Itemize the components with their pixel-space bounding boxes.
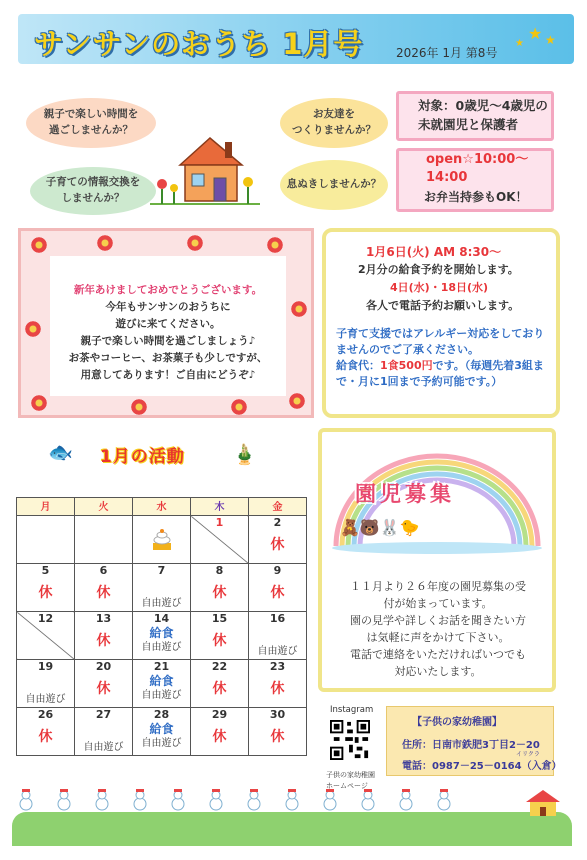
calendar-cell: [17, 564, 75, 612]
kagami-mochi-icon: [150, 528, 174, 552]
new-year-message: [50, 282, 286, 384]
calendar-cell: [249, 612, 307, 660]
bubble-take-break: 息ぬきしませんか？: [280, 160, 388, 210]
calendar-week: [17, 708, 307, 756]
date-number: 28: [153, 708, 170, 721]
plum-flower-icon: [230, 398, 248, 416]
day-header-wed: 水: [133, 498, 191, 516]
snowmen-row-illustration: [16, 784, 516, 814]
date-number: 21: [153, 660, 170, 673]
date-number: 30: [269, 708, 286, 721]
star-icon: ★: [545, 33, 556, 47]
bring-lunch-text: お弁当持参もOK！: [424, 190, 528, 204]
date-number: 19: [37, 660, 54, 673]
rest-label: 休: [270, 681, 285, 697]
calendar-cell: [191, 660, 249, 708]
calendar-cell: [249, 708, 307, 756]
new-year-line: お茶やコーヒー、お茶菓子も少しですが、: [68, 352, 268, 364]
rest-label: 休: [96, 633, 111, 649]
rest-label: 休: [212, 633, 227, 649]
day-header-tue: 火: [75, 498, 133, 516]
date-number: 2: [273, 516, 282, 529]
rest-label: 休: [270, 585, 285, 601]
calendar-cell: [133, 612, 191, 660]
free-play-label: 自由遊び: [141, 642, 182, 653]
rest-label: 休: [270, 729, 285, 745]
date-number: 9: [273, 564, 282, 577]
date-number: 20: [95, 660, 112, 673]
calendar-cell: [191, 564, 249, 612]
calendar-cell: [75, 660, 133, 708]
kindergarten-name: 【子供の家幼稚園】: [412, 717, 502, 728]
recruitment-body: １１月より２６年度の園児募集の受 付が始まっています。 園の見学や詳しくお話を聞きたい方 は気軽に声をかけて下さい。 電話で連絡をいただければいつでも 対応いたします。: [350, 580, 526, 679]
calendar-cell: [17, 660, 75, 708]
calendar-cell: [249, 660, 307, 708]
date-number: 1: [215, 516, 224, 529]
free-play-label: 自由遊び: [141, 738, 182, 749]
plum-flower-icon: [290, 300, 308, 318]
rest-label: 休: [96, 681, 111, 697]
grass-footer: [12, 812, 572, 846]
qr-caption: 子供の家幼稚園 ホームページ: [326, 771, 375, 790]
free-play-label: 自由遊び: [141, 690, 182, 701]
lunch-fee-label: 給食代：: [336, 359, 380, 372]
rest-label: 休: [212, 681, 227, 697]
lunch-label: 給食: [149, 626, 174, 640]
issue-number: 2026年 1月 第8号: [396, 46, 498, 60]
new-year-line: 今年もサンサンのおうちに: [105, 301, 231, 313]
lunch-fee-note: です。（毎週先着3組まで・月に1回まで予約可能です。）: [336, 359, 544, 388]
bubble-info-exchange: 子育ての情報交換を しませんか？: [30, 167, 156, 215]
calendar-week: [17, 516, 307, 564]
calendar-cell: [249, 516, 307, 564]
date-number: 16: [269, 612, 286, 625]
plum-flower-icon: [186, 234, 204, 252]
new-year-greeting: 新年あけましておめでとうございます。: [73, 284, 263, 296]
activity-calendar: [16, 497, 307, 756]
star-icon: ★: [528, 24, 543, 43]
rest-label: 休: [96, 585, 111, 601]
free-play-label: 自由遊び: [25, 694, 66, 705]
calendar-cell: [133, 708, 191, 756]
bubble-make-friends: お友達を つくりませんか？: [280, 98, 388, 148]
rest-label: 休: [212, 729, 227, 745]
date-number: 29: [211, 708, 228, 721]
instagram-label: Instagram: [330, 705, 374, 715]
lunch-start-text: 2月分の給食予約を開始します。: [358, 263, 519, 276]
calendar-cell: [75, 612, 133, 660]
date-number: 23: [269, 660, 286, 673]
date-number: 8: [215, 564, 224, 577]
lunch-fee-value: 1食500円: [380, 359, 433, 372]
qr-code-icon[interactable]: [330, 720, 370, 760]
lunch-label: 給食: [149, 674, 174, 688]
calendar-header-row: [17, 498, 307, 516]
calendar-cell: [191, 708, 249, 756]
free-play-label: 自由遊び: [257, 646, 298, 657]
calendar-week: [17, 564, 307, 612]
page-title: サンサンのおうち 1月号: [34, 27, 364, 61]
date-number: 5: [41, 564, 50, 577]
calendar-cell-empty: [17, 516, 75, 564]
date-number: 15: [211, 612, 228, 625]
fish-icon: 🐟: [48, 440, 73, 464]
date-number: 7: [157, 564, 166, 577]
calendar-cell: [249, 564, 307, 612]
calendar-cell: [133, 660, 191, 708]
rest-label: 休: [270, 537, 285, 553]
star-icon: ★: [515, 38, 524, 49]
day-header-thu: 木: [191, 498, 249, 516]
calendar-cell: [17, 708, 75, 756]
rest-label: 休: [212, 585, 227, 601]
date-number: 13: [95, 612, 112, 625]
calendar-cell: [191, 612, 249, 660]
open-hours-text: open☆10:00～ 14:00: [426, 152, 529, 185]
rest-label: 休: [38, 729, 53, 745]
date-number: 27: [95, 708, 112, 721]
free-play-label: 自由遊び: [141, 598, 182, 609]
calendar-cell: [17, 612, 75, 660]
kindergarten-address: 住所：日南市鉄肥3丁目2－20: [402, 740, 540, 751]
rest-label: 休: [38, 585, 53, 601]
new-year-line: 用意してあります！ご自由にどうぞ♪: [80, 369, 256, 381]
lunch-start-date: 1月6日(火) AM 8:30～: [366, 245, 502, 259]
plum-flower-icon: [30, 394, 48, 412]
calendar-week: [17, 612, 307, 660]
calendar-cell: [191, 516, 249, 564]
calendar-week: [17, 660, 307, 708]
small-house-icon: [520, 788, 566, 818]
recruitment-title: 園児募集: [355, 482, 455, 506]
new-year-line: 親子で楽しい時間を過ごしましょう♪: [80, 335, 256, 347]
house-illustration: [150, 130, 260, 215]
date-number: 14: [153, 612, 170, 625]
plum-flower-icon: [96, 234, 114, 252]
kadomatsu-icon: 🎍: [232, 442, 257, 466]
day-header-fri: 金: [249, 498, 307, 516]
allergy-notice: 子育て支援ではアレルギー対応をしておりませんのでご了承ください。: [336, 327, 545, 356]
date-number: 6: [99, 564, 108, 577]
activities-title: 1月の活動: [100, 447, 185, 467]
date-number: 26: [37, 708, 54, 721]
date-number: 12: [37, 612, 54, 625]
plum-flower-icon: [266, 236, 284, 254]
calendar-cell: [75, 708, 133, 756]
plum-flower-icon: [30, 236, 48, 254]
plum-flower-icon: [288, 392, 306, 410]
free-play-label: 自由遊び: [83, 742, 124, 753]
kindergarten-phone[interactable]: 電話：0987－25－0164（入倉）: [402, 761, 562, 772]
calendar-cell-empty: [75, 516, 133, 564]
day-header-mon: 月: [17, 498, 75, 516]
calendar-cell: [133, 564, 191, 612]
bubble-family-time: 親子で楽しい時間を 過ごしませんか？: [26, 98, 156, 148]
name-ruby: イリクラ: [516, 751, 540, 758]
lunch-dates: 4日(水)・18日(水): [390, 281, 489, 294]
lunch-phone-text: 各人で電話予約お願いします。: [366, 299, 520, 312]
lunch-label: 給食: [149, 722, 174, 736]
calendar-cell-empty: [133, 516, 191, 564]
plum-flower-icon: [130, 398, 148, 416]
target-text: 対象：0歳児～4歳児の 未就園児と保護者: [418, 98, 548, 133]
new-year-line: 遊びに来てください。: [115, 318, 221, 330]
calendar-cell: [75, 564, 133, 612]
kids-playing-icon: 🧸🐻🐰🐤: [340, 518, 420, 537]
plum-flower-icon: [24, 320, 42, 338]
date-number: 22: [211, 660, 228, 673]
lunch-fee: [336, 358, 550, 390]
